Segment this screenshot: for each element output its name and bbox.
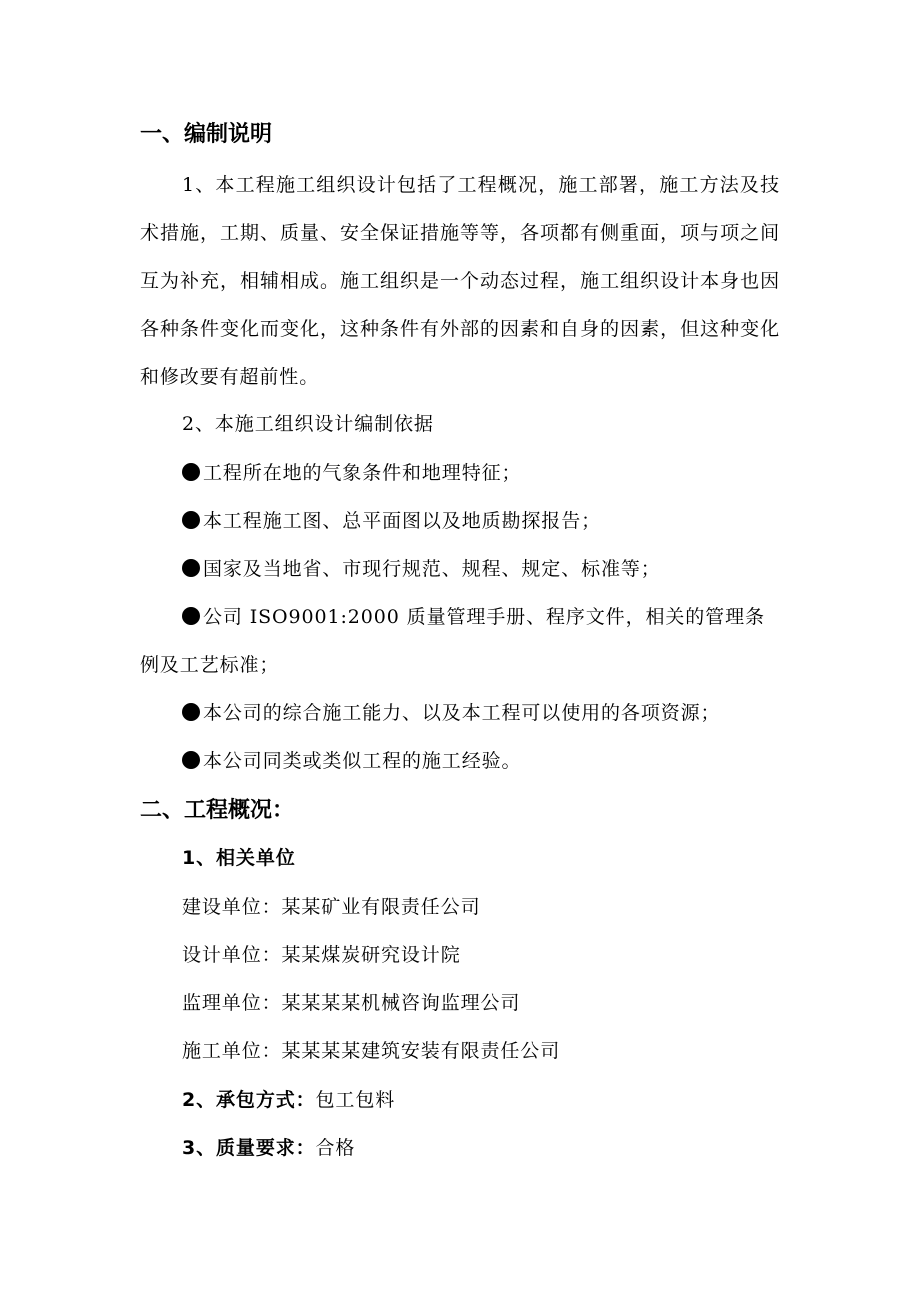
related-units-title: 1、相关单位 [182,847,296,869]
contract-method-label: 2、承包方式： [182,1089,316,1111]
basis-list-item: 公司 ISO9001:2000 质量管理手册、程序文件，相关的管理条例及工艺标准； [140,606,765,676]
bullet-dot-icon [182,559,200,577]
section-2-heading: 二、工程概况： [140,798,295,823]
section-1-paragraph-1: 1、本工程施工组织设计包括了工程概况，施工部署，施工方法及技术措施，工期、质量、安全保证措施等等，各项都有侧重面，项与项之间互为补充，相辅相成。施工组织是一个动态过程，施工组织设计本身也因各种条件变化而变化，这种条件有外部的因素和自身的因素，但这种变化和修改要有超前性。 [140,174,780,388]
bullet-dot-icon [182,511,200,529]
contract-method [182,1085,395,1115]
basis-list-item: 工程所在地的气象条件和地理特征； [182,449,780,497]
unit-line: 监理单位：某某某某机械咨询监理公司 [182,992,521,1014]
unit-line: 施工单位：某某某某建筑安装有限责任公司 [182,1040,561,1062]
basis-list-item: 本工程施工图、总平面图以及地质勘探报告； [182,497,780,545]
quality-requirement-value: 合格 [315,1137,356,1159]
section-1-heading: 一、编制说明 [140,122,273,147]
bullet-dot-icon [182,607,200,625]
bullet-dot-icon [182,703,200,721]
bullet-dot-icon [182,463,200,481]
quality-requirement [182,1133,355,1163]
basis-list-item: 本公司同类或类似工程的施工经验。 [182,737,780,785]
basis-list-item: 国家及当地省、市现行规范、规程、规定、标准等； [182,545,780,593]
bullet-dot-icon [182,751,200,769]
quality-requirement-label: 3、质量要求： [182,1137,316,1159]
section-1-paragraph-2: 2、本施工组织设计编制依据 [182,413,434,435]
unit-line: 设计单位：某某煤炭研究设计院 [182,944,461,966]
unit-line: 建设单位：某某矿业有限责任公司 [182,896,481,918]
contract-method-value: 包工包料 [315,1089,396,1111]
basis-list-item: 本公司的综合施工能力、以及本工程可以使用的各项资源； [182,689,780,737]
